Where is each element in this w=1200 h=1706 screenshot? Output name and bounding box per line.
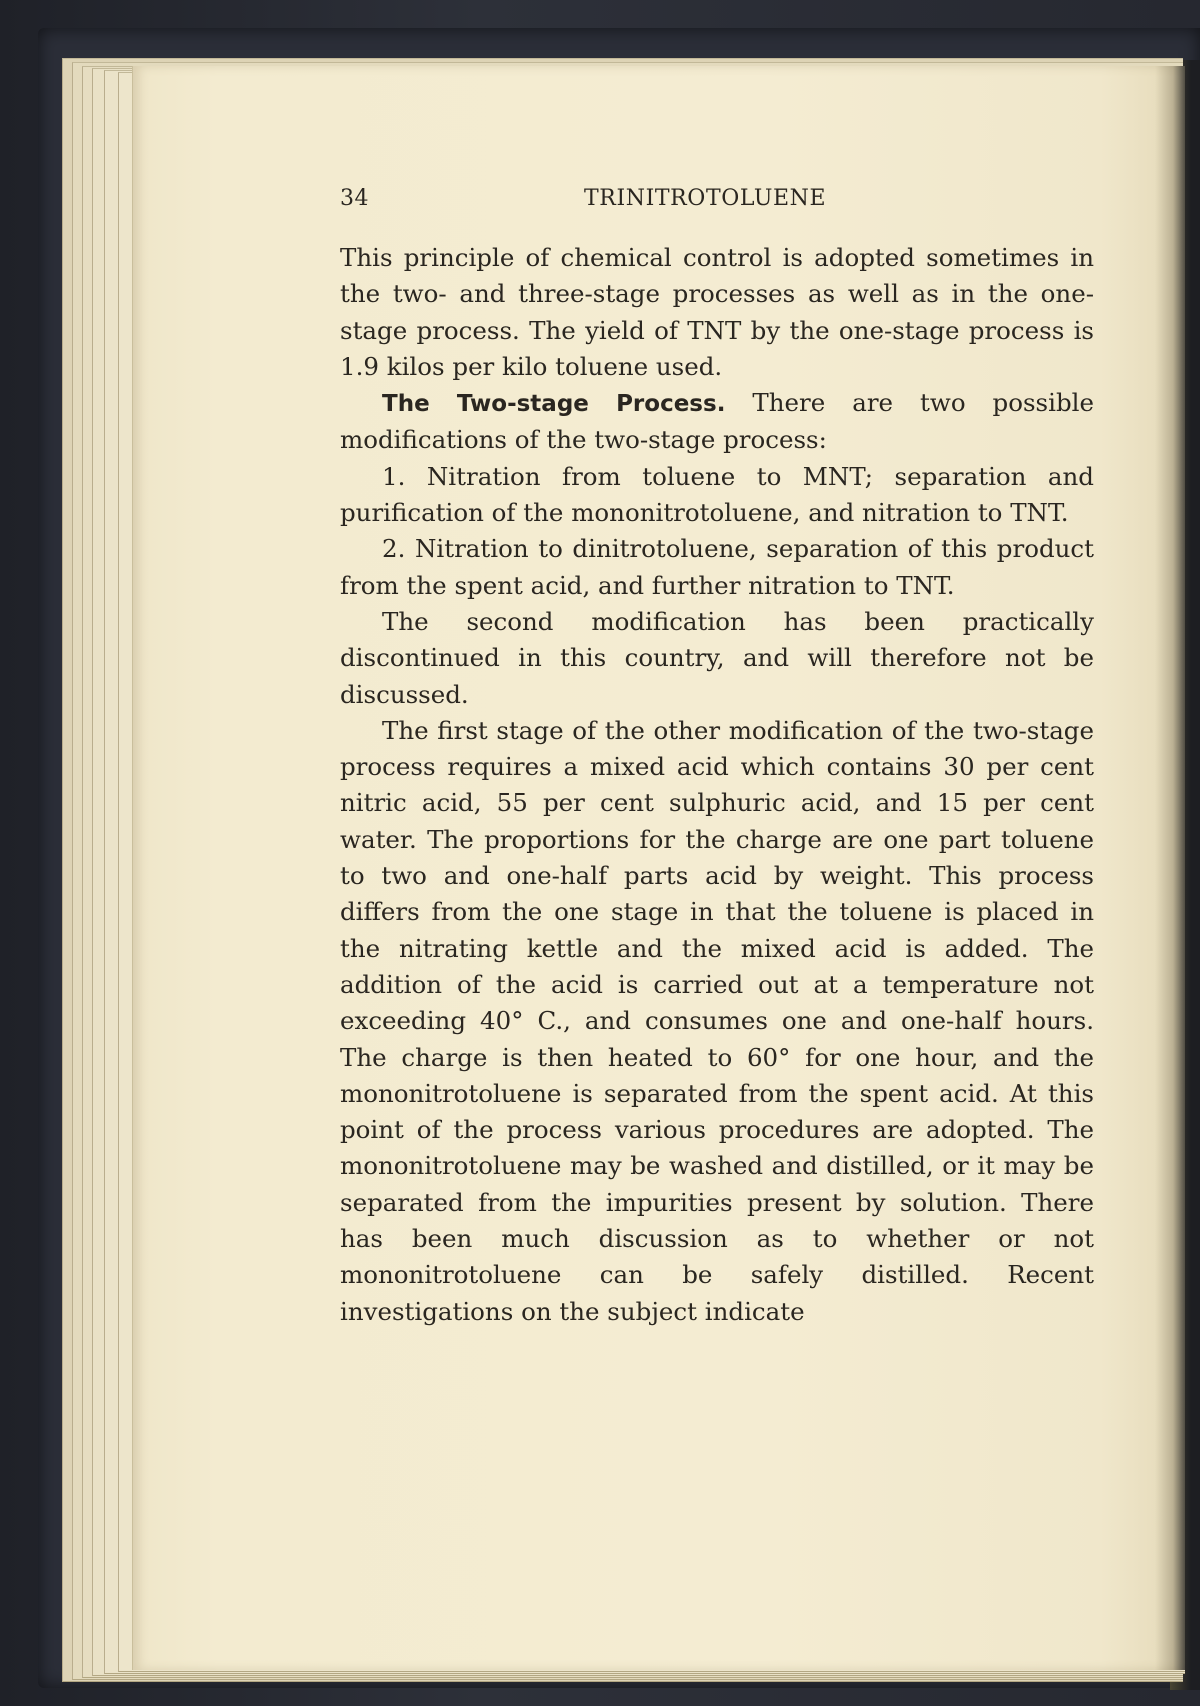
list-item: 1. Nitration from toluene to MNT; separation and purification of the mononitrotoluene, and nitration to TNT. (340, 461, 1094, 528)
running-title: TRINITROTOLUENE (584, 186, 827, 211)
body-text (340, 240, 1094, 1330)
paragraph: The second modification has been practically discontinued in this country, and will therefore not be discussed. (340, 606, 1094, 709)
paragraph: The first stage of the other modification of the two-stage process requires a mixed acid which contains 30 per cent nitric acid, 55 per cent sulphuric acid, and 15 per cent water. The proportions for the charge are one part toluene to two and one-half parts acid by weight. This process differs from the one stage in that the toluene is placed in the nitrating kettle and the mixed acid is added. The addition of the acid is carried out at a temperature not exceeding 40° C., and consumes one and one-half hours. The charge is then heated to 60° for one hour, and the mononitrotoluene is separated from the spent acid. At this point of the process various procedures are adopted. The mononitrotoluene may be washed and distilled, or it may be separated from the impurities present by solution. There has been much discussion as to whether or not mononitrotoluene can be safely distilled. Recent investigations on the subject indicate (340, 715, 1094, 1326)
paragraph-text: There are two possible modifications of the two-stage process: (340, 388, 1094, 455)
list-item: 2. Nitration to dinitrotoluene, separation of this product from the spent acid, and further nitration to TNT. (340, 534, 1094, 600)
section-heading: The Two-stage Process. (382, 391, 726, 418)
paragraph: This principle of chemical control is adopted sometimes in the two- and three-stage processes as well as in the one-stage process. The yield of TNT by the one-stage process is 1.9 kilos per kilo toluene used. (340, 243, 1094, 381)
paragraph (340, 385, 1094, 459)
page-gutter (1155, 66, 1185, 1670)
page-number: 34 (340, 186, 369, 211)
page-text-block (340, 186, 1094, 1330)
running-head (340, 186, 1094, 226)
